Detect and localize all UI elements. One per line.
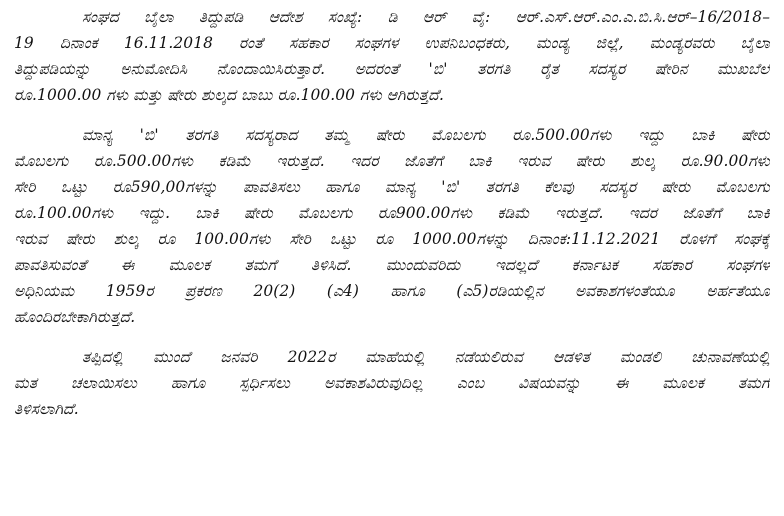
text-line: ತಿಳಿಸಲಾಗಿದೆ. <box>14 400 79 418</box>
text-line: ಹೊಂದಿರಬೇಕಾಗಿರುತ್ತದೆ. <box>14 308 136 326</box>
text-line: ಪಾವತಿಸುವಂತೆ ಈ ಮೂಲಕ ತಮಗೆ ತಿಳಿಸಿದೆ. ಮುಂದುವರಿದು ಇದಲ್ಲದೆ ಕರ್ನಾಟಕ ಸಹಕಾರ ಸಂಘಗಳ <box>14 256 770 274</box>
paragraph-gap <box>14 108 770 122</box>
paragraph-gap <box>14 330 770 344</box>
text-line: ಅಧಿನಿಯಮ 1959ರ ಪ್ರಕರಣ 20(2) (ಎ4) ಹಾಗೂ (ಎ5)ರಡಿಯಲ್ಲಿನ ಅವಕಾಶಗಳಂತೆಯೂ ಅರ್ಹತೆಯೂ <box>14 282 770 300</box>
text-line: ಇರುವ ಷೇರು ಶುಲ್ಕ ರೂ 100.00ಗಳು ಸೇರಿ ಒಟ್ಟು ರೂ 1000.00ಗಳನ್ನು ದಿನಾಂಕ:11.12.2021 ರೊಳಗೆ ಸಂಘಕ್ಕೆ <box>14 230 770 248</box>
text-line: ತಿದ್ದುಪಡಿಯನ್ನು ಅನುಮೋದಿಸಿ ನೊಂದಾಯಿಸಿರುತ್ತಾರೆ. ಅದರಂತೆ 'ಬಿ' ತರಗತಿ ರೈತ ಸದಸ್ಯರ ಷೇರಿನ ಮುಖಬೆಲೆ <box>14 60 770 78</box>
text-line: ಮತ ಚಲಾಯಿಸಲು ಹಾಗೂ ಸ್ಪರ್ಧಿಸಲು ಅವಕಾಶವಿರುವುದಿಲ್ಲ ಎಂಬ ವಿಷಯವನ್ನು ಈ ಮೂಲಕ ತಮಗೆ <box>14 374 770 392</box>
text-line: ರೂ.1000.00 ಗಳು ಮತ್ತು ಷೇರು ಶುಲ್ಕದ ಬಾಬು ರೂ.100.00 ಗಳು ಆಗಿರುತ್ತದೆ. <box>14 86 444 104</box>
text-line: ರೂ.100.00ಗಳು ಇದ್ದು. ಬಾಕಿ ಷೇರು ಮೊಬಲಗು ರೂ900.00ಗಳು ಕಡಿಮೆ ಇರುತ್ತದೆ. ಇದರ ಜೊತೆಗೆ ಬಾಕಿ <box>14 204 770 222</box>
text-line: ಮಾನ್ಯ 'ಬಿ' ತರಗತಿ ಸದಸ್ಯರಾದ ತಮ್ಮ ಷೇರು ಮೊಬಲಗು ರೂ.500.00ಗಳು ಇದ್ದು ಬಾಕಿ ಷೇರು <box>82 126 770 144</box>
text-line: ತಪ್ಪಿದಲ್ಲಿ ಮುಂದೆ ಜನವರಿ 2022ರ ಮಾಹೆಯಲ್ಲಿ ನಡೆಯಲಿರುವ ಆಡಳಿತ ಮಂಡಲಿ ಚುನಾವಣೆಯಲ್ಲಿ <box>82 348 770 366</box>
paragraph-bylaw-amendment <box>14 4 770 108</box>
text-line: ಸೇರಿ ಒಟ್ಟು ರೂ590,00ಗಳನ್ನು ಪಾವತಿಸಲು ಹಾಗೂ ಮಾನ್ಯ 'ಬಿ' ತರಗತಿ ಕೆಲವು ಸದಸ್ಯರ ಷೇರು ಮೊಬಲಗು <box>14 178 770 196</box>
text-line: 19 ದಿನಾಂಕ 16.11.2018 ರಂತೆ ಸಹಕಾರ ಸಂಘಗಳ ಉಪನಿಬಂಧಕರು, ಮಂಡ್ಯ ಜಿಲ್ಲೆ, ಮಂಡ್ಯರವರು ಬೈಲಾ <box>14 34 770 52</box>
paragraph-share-payment <box>14 122 770 330</box>
paragraph-election-notice <box>14 344 770 422</box>
text-line: ಸಂಘದ ಬೈಲಾ ತಿದ್ದುಪಡಿ ಆದೇಶ ಸಂಖ್ಯೆ: ಡಿ ಆರ್ ವೈ: ಆರ್.ಎಸ್.ಆರ್.ಎಂ.ಎ.ಬಿ.ಸಿ.ಆರ್–16/2018– <box>82 8 770 26</box>
text-line: ಮೊಬಲಗು ರೂ.500.00ಗಳು ಕಡಿಮೆ ಇರುತ್ತದೆ. ಇದರ ಜೊತೆಗೆ ಬಾಕಿ ಇರುವ ಷೇರು ಶುಲ್ಕ ರೂ.90.00ಗಳು <box>14 152 770 170</box>
